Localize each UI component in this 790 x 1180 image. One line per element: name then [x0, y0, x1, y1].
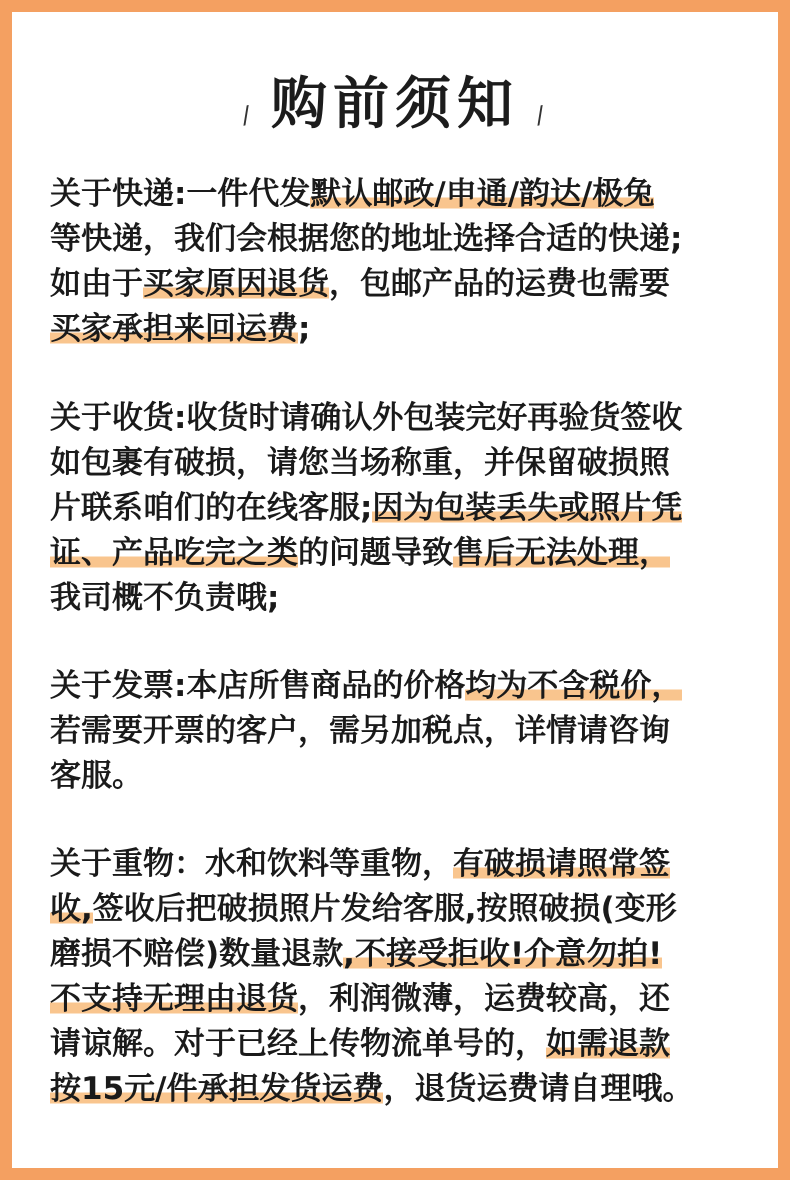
text-line: [50, 441, 762, 486]
page-title: 购前须知: [271, 72, 519, 137]
text-segment: 签收后把破损照片发给客服,按照破损(变形: [92, 891, 677, 927]
section-shipping: [50, 172, 762, 352]
text-line: [50, 1022, 762, 1067]
text-line: [50, 754, 762, 799]
highlighted-text: 买家原因退货: [143, 266, 329, 302]
section-receiving: [50, 396, 762, 621]
section-heavy-items: [50, 842, 762, 1112]
text-line: [50, 172, 762, 217]
text-line: [50, 576, 762, 621]
text-line: [50, 217, 762, 262]
text-line: [50, 709, 762, 754]
text-segment: 关于发票:本店所售商品的价格: [50, 668, 466, 704]
text-segment: 如由于: [50, 266, 143, 302]
text-line: [50, 932, 762, 977]
text-line: [50, 1067, 762, 1112]
text-segment: 客服。: [50, 758, 143, 794]
highlighted-text: 因为包装丢失或照片凭: [372, 490, 683, 526]
text-line: [50, 531, 762, 576]
highlighted-text: 售后无法处理，: [453, 535, 670, 571]
text-segment: 等快递，我们会根据您的地址选择合适的快递;: [50, 221, 683, 257]
highlighted-text: 如需退款: [546, 1026, 670, 1062]
highlighted-text: 买家承担来回运费: [50, 311, 298, 347]
highlighted-text: 按15元/件承担发货运费: [50, 1071, 384, 1107]
text-line: [50, 887, 762, 932]
text-line: [50, 396, 762, 441]
text-segment: ，利润微薄，运费较高，还: [298, 981, 670, 1017]
title-row: [12, 70, 778, 140]
highlighted-text: 不支持无理由退货: [50, 981, 298, 1017]
text-segment: ，退货运费请自理哦。: [383, 1071, 694, 1107]
highlighted-text: 有破损请照常签: [453, 846, 670, 882]
section-invoice: [50, 664, 762, 799]
text-segment: 磨损不赔偿)数量退款: [50, 936, 344, 972]
text-segment: 关于重物：水和饮料等重物，: [50, 846, 453, 882]
highlighted-text: ,不接受拒收!介意勿拍!: [343, 936, 663, 972]
text-line: [50, 486, 762, 531]
title-slash-left: /: [240, 100, 253, 130]
text-line: [50, 307, 762, 352]
text-line: [50, 977, 762, 1022]
highlighted-text: 默认邮政/申通/韵达/极兔: [310, 176, 655, 212]
text-segment: 我司概不负责哦;: [50, 580, 280, 616]
text-segment: 的问题导致: [298, 535, 453, 571]
text-segment: 若需要开票的客户，需另加税点，详情请咨询: [50, 713, 670, 749]
title-slash-right: /: [534, 100, 547, 130]
text-segment: 请谅解。对于已经上传物流单号的，: [50, 1026, 546, 1062]
notice-card: [12, 12, 778, 1168]
text-segment: ;: [298, 311, 311, 347]
text-segment: 片联系咱们的在线客服;: [50, 490, 373, 526]
text-line: [50, 262, 762, 307]
text-segment: 关于快递:一件代发: [50, 176, 311, 212]
text-segment: 关于收货:收货时请确认外包装完好再验货签收: [50, 400, 683, 436]
text-segment: ，包邮产品的运费也需要: [329, 266, 670, 302]
text-line: [50, 664, 762, 709]
text-line: [50, 842, 762, 887]
highlighted-text: 收,: [50, 891, 93, 927]
text-segment: 如包裹有破损，请您当场称重，并保留破损照: [50, 445, 670, 481]
highlighted-text: 均为不含税价，: [465, 668, 683, 704]
highlighted-text: 证、产品吃完之类: [50, 535, 298, 571]
